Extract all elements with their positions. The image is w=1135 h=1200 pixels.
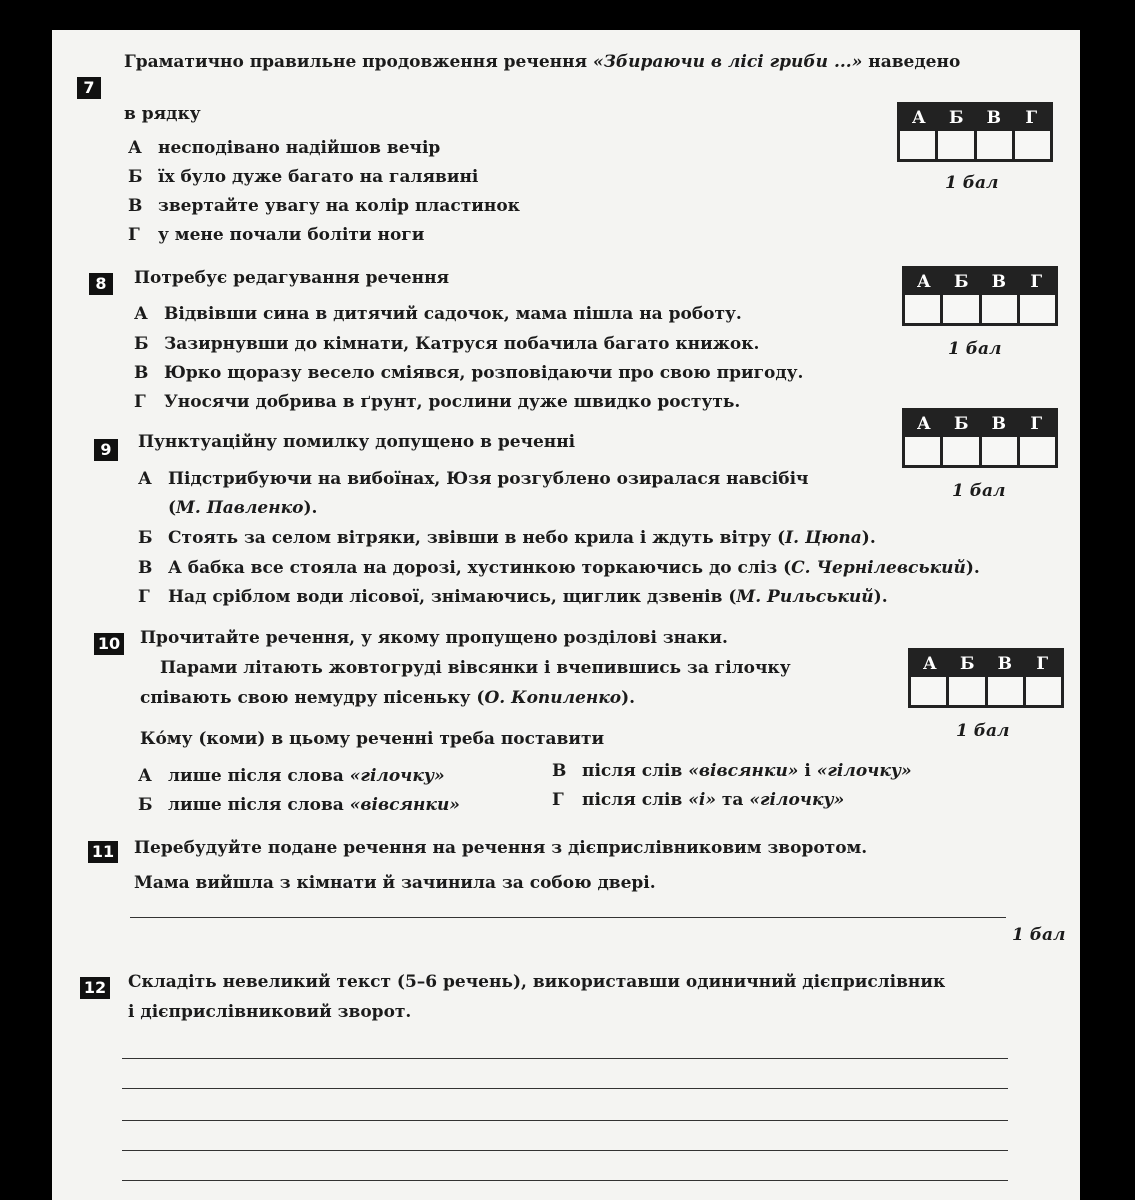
author-name: О. Копиленко bbox=[484, 688, 622, 708]
q7-option-c bbox=[128, 196, 520, 216]
option-text: після слів bbox=[582, 790, 689, 810]
q9-option-b bbox=[138, 528, 876, 548]
q11-score: 1 бал bbox=[1012, 925, 1066, 945]
answer-cell-d[interactable] bbox=[1020, 295, 1055, 323]
answer-cell-d[interactable] bbox=[1015, 131, 1050, 159]
q9-option-a-author bbox=[168, 498, 317, 518]
answer-cell-a[interactable] bbox=[900, 131, 935, 159]
grid-letter: Б bbox=[948, 108, 964, 128]
question-number-12: 12 bbox=[80, 977, 110, 999]
option-letter: Б bbox=[138, 528, 153, 548]
option-text: Над сріблом води лісової, знімаючись, щиглик дзвенів ( bbox=[168, 587, 737, 607]
paren-close: ). bbox=[861, 528, 876, 548]
paren-open: ( bbox=[168, 498, 177, 518]
q8-option-d bbox=[134, 392, 740, 412]
option-letter: Г bbox=[128, 225, 140, 245]
grid-letter: Г bbox=[1036, 654, 1049, 674]
option-word: «вівсянки» bbox=[688, 761, 799, 781]
option-word: «гілочку» bbox=[816, 761, 912, 781]
option-text: лише після слова bbox=[168, 795, 350, 815]
option-text: у мене почали боліти ноги bbox=[158, 225, 425, 245]
q7-option-d bbox=[128, 225, 424, 245]
question-number-9: 9 bbox=[94, 439, 118, 461]
question-7-text-part: Граматично правильне продовження речення bbox=[124, 52, 593, 72]
question-8-text: Потребує редагування речення bbox=[134, 268, 450, 288]
q8-option-a bbox=[134, 304, 742, 324]
grid-letter: А bbox=[916, 272, 931, 292]
answer-cell-a[interactable] bbox=[911, 677, 946, 705]
question-7-quote: «Збираючи в лісі гриби ...» bbox=[593, 52, 863, 72]
question-number-11: 11 bbox=[88, 841, 118, 863]
author-name: С. Чернілевський bbox=[791, 558, 966, 578]
paren-close: ). bbox=[621, 688, 636, 708]
option-letter: В bbox=[552, 761, 567, 781]
question-9-text: Пунктуаційну помилку допущено в реченні bbox=[138, 432, 576, 452]
q10-option-a bbox=[138, 766, 445, 786]
author-name: І. Цюпа bbox=[785, 528, 862, 548]
answer-cell-c[interactable] bbox=[977, 131, 1012, 159]
answer-line[interactable] bbox=[122, 1058, 1008, 1059]
option-letter: А bbox=[134, 304, 148, 324]
option-text: звертайте увагу на колір пластинок bbox=[158, 196, 520, 216]
answer-grid-q8 bbox=[902, 266, 1058, 326]
answer-cell-c[interactable] bbox=[982, 437, 1017, 465]
option-letter: А bbox=[138, 469, 152, 489]
option-letter: Б bbox=[138, 795, 153, 815]
answer-cell-a[interactable] bbox=[905, 437, 940, 465]
question-7-text-end: наведено bbox=[862, 52, 961, 72]
paren-close: ). bbox=[303, 498, 318, 518]
option-text: Юрко щоразу весело сміявся, розповідаючи про свою пригоду. bbox=[164, 363, 804, 383]
grid-letter: А bbox=[911, 108, 926, 128]
answer-cell-b[interactable] bbox=[949, 677, 984, 705]
option-text: Підстрибуючи на вибоїнах, Юзя розгублено озиралася навсібіч bbox=[168, 469, 809, 489]
author-name: М. Рильський bbox=[736, 587, 874, 607]
option-letter: Г bbox=[138, 587, 150, 607]
question-10-text: Прочитайте речення, у якому пропущено розділові знаки. bbox=[140, 628, 728, 648]
answer-line[interactable] bbox=[122, 1088, 1008, 1089]
answer-cell-c[interactable] bbox=[982, 295, 1017, 323]
q7-option-a bbox=[128, 138, 440, 158]
q10-option-c bbox=[552, 761, 912, 781]
option-letter: А bbox=[138, 766, 152, 786]
option-conj: та bbox=[715, 790, 750, 810]
q7-score: 1 бал bbox=[945, 173, 999, 193]
worksheet-page bbox=[52, 30, 1080, 1200]
answer-line[interactable] bbox=[130, 917, 1006, 918]
option-letter: В bbox=[128, 196, 143, 216]
q8-option-c bbox=[134, 363, 803, 383]
question-7-text bbox=[124, 52, 960, 72]
option-word: «гілочку» bbox=[749, 790, 845, 810]
grid-letter: В bbox=[991, 414, 1006, 434]
answer-cell-a[interactable] bbox=[905, 295, 940, 323]
option-text: Зазирнувши до кімнати, Катруся побачила багато книжок. bbox=[164, 334, 760, 354]
answer-grid-q9 bbox=[902, 408, 1058, 468]
paren-close: ). bbox=[873, 587, 888, 607]
grid-letter: Г bbox=[1030, 414, 1043, 434]
answer-line[interactable] bbox=[122, 1180, 1008, 1181]
q8-option-b bbox=[134, 334, 759, 354]
option-text: Стоять за селом вітряки, звівши в небо крила і ждуть вітру ( bbox=[168, 528, 786, 548]
answer-cell-b[interactable] bbox=[943, 295, 978, 323]
option-conj: і bbox=[798, 761, 817, 781]
question-12-text: Складіть невеликий текст (5–6 речень), використавши одиничний дієприслівник bbox=[128, 972, 946, 992]
q8-score: 1 бал bbox=[948, 339, 1002, 359]
grid-letter: А bbox=[922, 654, 937, 674]
grid-letter: В bbox=[986, 108, 1001, 128]
answer-line[interactable] bbox=[122, 1120, 1008, 1121]
grid-letter: Б bbox=[959, 654, 975, 674]
option-letter: В bbox=[138, 558, 153, 578]
q7-option-b bbox=[128, 167, 478, 187]
question-number-10: 10 bbox=[94, 633, 124, 655]
grid-letter: Г bbox=[1030, 272, 1043, 292]
question-11-text: Перебудуйте подане речення на речення з дієприслівниковим зворотом. bbox=[134, 838, 868, 858]
question-number-8: 8 bbox=[89, 273, 113, 295]
question-number-7: 7 bbox=[77, 77, 101, 99]
option-text: після слів bbox=[582, 761, 689, 781]
grid-letter: Б bbox=[953, 272, 969, 292]
q10-option-b bbox=[138, 795, 460, 815]
grid-letter: В bbox=[991, 272, 1006, 292]
author-name: М. Павленко bbox=[176, 498, 304, 518]
option-word: «і» bbox=[688, 790, 716, 810]
option-letter: В bbox=[134, 363, 149, 383]
option-text: їх було дуже багато на галявині bbox=[158, 167, 479, 187]
answer-cell-d[interactable] bbox=[1020, 437, 1055, 465]
option-text: Уносячи добрива в ґрунт, рослини дуже швидко ростуть. bbox=[164, 392, 741, 412]
option-text: А бабка все стояла на дорозі, хустинкою торкаючись до сліз ( bbox=[168, 558, 792, 578]
option-text: Відвівши сина в дитячий садочок, мама пішла на роботу. bbox=[164, 304, 742, 324]
option-word: «вівсянки» bbox=[349, 795, 460, 815]
q9-option-c bbox=[138, 558, 980, 578]
question-12-text-line2: і дієприслівниковий зворот. bbox=[128, 1002, 412, 1022]
grid-letter: В bbox=[997, 654, 1012, 674]
answer-grid-q7 bbox=[897, 102, 1053, 162]
question-7-text-line2: в рядку bbox=[124, 104, 201, 124]
option-letter: Б bbox=[134, 334, 149, 354]
q9-option-d bbox=[138, 587, 888, 607]
answer-line[interactable] bbox=[122, 1150, 1008, 1151]
option-letter: Г bbox=[552, 790, 564, 810]
q10-sentence-line1: Парами літають жовтогруді вівсянки і вчепившись за гілочку bbox=[160, 658, 791, 678]
option-text: лише після слова bbox=[168, 766, 350, 786]
sentence-text: співають свою немудру пісеньку ( bbox=[140, 688, 485, 708]
option-text: несподівано надійшов вечір bbox=[158, 138, 441, 158]
option-letter: А bbox=[128, 138, 142, 158]
answer-cell-b[interactable] bbox=[938, 131, 973, 159]
answer-cell-b[interactable] bbox=[943, 437, 978, 465]
option-word: «гілочку» bbox=[349, 766, 445, 786]
answer-grid-q10 bbox=[908, 648, 1064, 708]
q10-sentence-line2 bbox=[140, 688, 635, 708]
paren-close: ). bbox=[965, 558, 980, 578]
q10-score: 1 бал bbox=[956, 721, 1010, 741]
answer-cell-d[interactable] bbox=[1026, 677, 1061, 705]
q9-option-a bbox=[138, 469, 808, 489]
q9-score: 1 бал bbox=[952, 481, 1006, 501]
q11-sentence: Мама вийшла з кімнати й зачинила за собою двері. bbox=[134, 873, 656, 893]
q10-question: Ко́му (коми) в цьому реченні треба поставити bbox=[140, 729, 605, 749]
answer-cell-c[interactable] bbox=[988, 677, 1023, 705]
grid-letter: Г bbox=[1025, 108, 1038, 128]
q10-option-d bbox=[552, 790, 844, 810]
grid-letter: А bbox=[916, 414, 931, 434]
option-letter: Б bbox=[128, 167, 143, 187]
grid-letter: Б bbox=[953, 414, 969, 434]
option-letter: Г bbox=[134, 392, 146, 412]
